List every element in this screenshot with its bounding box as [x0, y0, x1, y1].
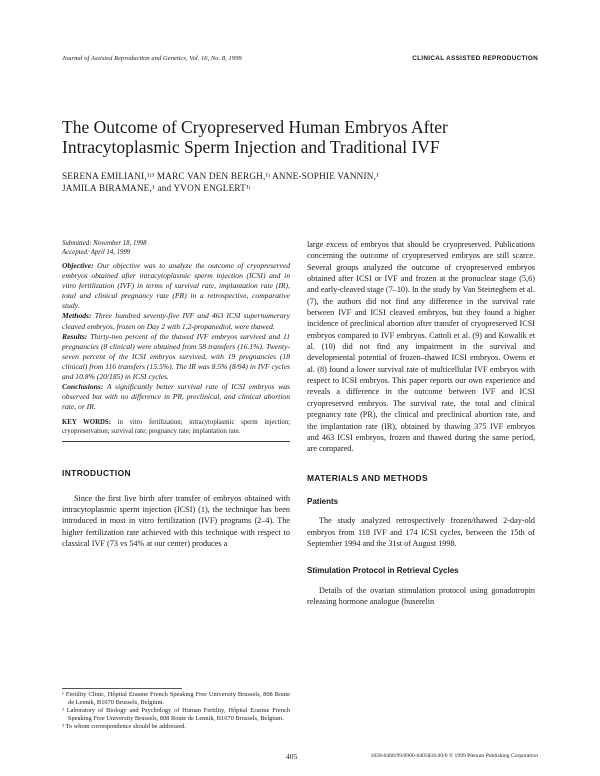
- materials-methods-heading: MATERIALS AND METHODS: [307, 472, 428, 483]
- abstract-objective: [62, 261, 290, 311]
- patients-heading: Patients: [307, 496, 339, 506]
- page-number: 405: [286, 752, 298, 761]
- running-header: [62, 55, 538, 67]
- introduction-paragraph: Since the first live birth after transfer of embryos obtained with intracytoplasmic sperm injection (ICSI) (1), the technique has been introduced in most in vitro fertilization (IVF) programs (2–4). The higher fertilization rate achieved with this technique with respect to classical IVF (73 vs 54% at our center) produces a: [62, 493, 290, 549]
- results-text: Thirty-two percent of the thawed IVF embryos survived and 11 pregnancies (8 clinical) were obtained from 58 transfers (16.1%). Twenty-seven percent of the ICSI embryos survived, with 19 pregnancies (18 clinical) from 116 transfers (15.5%). The IR was 8.5% (8/94) in IVF cycles and 10.8% (20/185) in ICSI cycles.: [62, 331, 290, 382]
- conclusions-text: A significantly better survival rate of ICSI embryos was observed but with no difference in PR, preclinical, and clinical abortion rate, or IR.: [62, 382, 290, 412]
- section-label: CLINICAL ASSISTED REPRODUCTION: [412, 55, 538, 62]
- results-label: Results:: [62, 331, 88, 341]
- title-line-2: Intracytoplasmic Sperm Injection and Traditional IVF: [62, 137, 440, 157]
- stimulation-paragraph: Details of the ovarian stimulation protocol using gonadotropin releasing hormone analogue (buserelin: [307, 585, 535, 606]
- stimulation-heading: Stimulation Protocol in Retrieval Cycles: [307, 566, 459, 576]
- abstract-divider: [62, 441, 290, 442]
- patients-paragraph: The study analyzed retrospectively frozen/thawed 2-day-old embryos from 118 IVF and 174 ICSI cycles, between the 15th of September 1994 and the 31st of August 1998.: [307, 516, 535, 548]
- abstract: [62, 261, 290, 412]
- introduction-heading: INTRODUCTION: [62, 468, 132, 479]
- footnote-1: ¹ Fertility Clinic, Hôpital Erasme French Speaking Free University Brussels, 808 Route de Lennik, B1070 Brussels, Belgium.: [62, 691, 290, 706]
- authors-line-1: SERENA EMILIANI,¹ʲ³ MARC VAN DEN BERGH,¹ʲ ANNE-SOPHIE VANNIN,¹: [62, 171, 380, 181]
- keywords: [62, 418, 290, 436]
- keywords-text: in vitro fertilization; intracytoplasmic sperm injection; cryopreservation; survival rate; pregnancy rate; implantation rate.: [62, 419, 291, 436]
- methods-label: Methods:: [62, 311, 92, 321]
- abstract-results: [62, 332, 290, 382]
- footnote-divider: [62, 688, 182, 689]
- right-column: [307, 239, 535, 607]
- keywords-label: KEY WORDS:: [62, 419, 111, 427]
- objective-label: Objective:: [62, 261, 94, 270]
- footnote-3: ³ To whom correspondence should be addressed.: [62, 722, 186, 730]
- page-footer: [62, 752, 538, 762]
- title-line-1: The Outcome of Cryopreserved Human Embryos After: [62, 117, 448, 137]
- copyright-line: 1058-0468/99/0900-0405$16.00/0 © 1999 Plenum Publishing Corporation: [370, 753, 538, 759]
- accepted-date: Accepted: April 14, 1999: [62, 249, 131, 256]
- introduction-continued: large excess of embryos that should be cryopreserved. Publications concerning the outcome of cryopreserved embryos are still scarce. Several groups analyzed the outcome of cryopreserved embryos obtained after ICSI or IVF and frozen at the pronuclear stage (5,6) and early-cleaved stage (7–10). In the study by Van Steirteghem et al. (7), the authors did not find any difference in the survival rate between IVF and ICSI cleaved embryos, but they found a higher incidence of preclinical abortion after transfer of cryopreserved ICSI embryos compared to IVF embryos. Cattoli et al. (9) and Kowalik et al. (10) did not find any impairment in the survival and developmental potential of frozen–thawed ICSI embryos. Owens et al. (8) found a lower survival rate of multicellular IVF embryos with respect to ICSI embryos. This paper reports our own experience and reveals a difference in the outcome between IVF and ICSI cryopreserved embryos. The survival rate, the total and clinical pregnancy rate (PR), the clinical and preclinical abortion rate, and the implantation rate (IR), obtained by thawing 375 IVF embryos and 463 ICSI embryos, frozen and thawed during the same period, are compared.: [307, 240, 535, 454]
- article-title: [62, 117, 538, 157]
- author-list: [62, 171, 538, 194]
- left-column: [62, 239, 290, 549]
- objective-text: Our objective was to analyze the outcome of cryopreserved embryos obtained after intracytoplasmic sperm injection (ICSI) and in vitro fertilization (IVF) in terms of survival rate, implantation rate (IR), total and clinical pregnancy rate (PR) in a retrospective, comparative study.: [62, 261, 290, 311]
- conclusions-label: Conclusions:: [62, 382, 104, 392]
- footnotes: [62, 688, 290, 731]
- abstract-conclusions: [62, 382, 290, 412]
- footnote-2: ² Laboratory of Biology and Psychology of Human Fertility, Hôpital Erasme French Speaking Free University Brussels, 808 Route de Lennik, B1070 Brussels, Belgium.: [62, 706, 290, 722]
- authors-line-2: JAMILA BIRAMANE,¹ and YVON ENGLERT¹ʲ: [62, 182, 251, 193]
- methods-text: Three hundred seventy-five IVF and 463 ICSI supernumerary cleaved embryos, frozen on Day 2 with 1,2-propanediol, were thawed.: [62, 311, 290, 331]
- submitted-date: Submitted: November 18, 1998: [62, 240, 147, 247]
- abstract-methods: [62, 311, 290, 331]
- journal-citation: Journal of Assisted Reproduction and Genetics, Vol. 16, No. 8, 1999: [62, 55, 242, 62]
- submission-dates: [62, 239, 290, 257]
